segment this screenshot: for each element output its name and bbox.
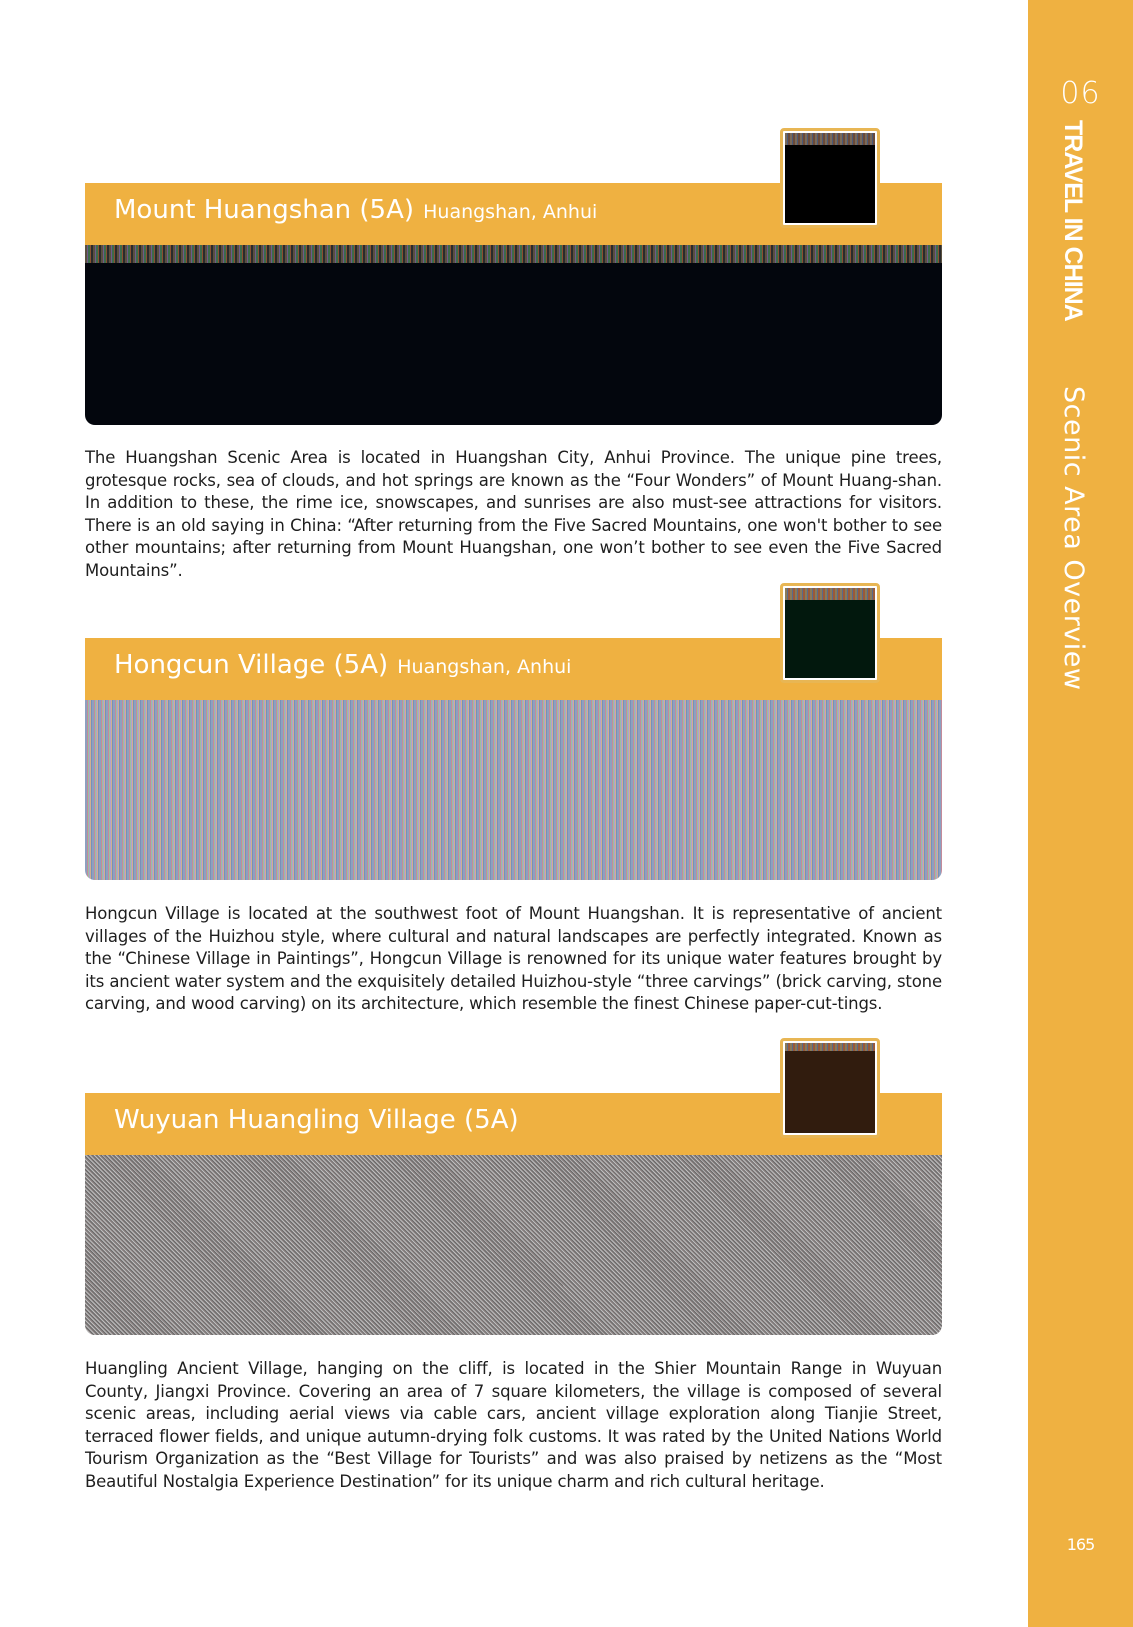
entry-description: Hongcun Village is located at the southwest foot of Mount Huangshan. It is representative of ancient villages of the Huizhou style, where cultural and natural landscapes are perfectly integrated. Known as the “Chinese Village in Paintings”, Hongcun Village is renowned for its unique water features brought by its ancient water system and the exquisitely detailed Huizhou-style “three carvings” (brick carving, stone carving, and wood carving) on its architecture, which resemble the finest Chinese paper-cut-tings. bbox=[85, 904, 942, 1014]
entry-title: Mount Huangshan (5A) bbox=[114, 195, 415, 225]
entry-photo bbox=[85, 700, 942, 880]
entry-heading bbox=[114, 195, 597, 225]
entry-description: The Huangshan Scenic Area is located in Huangshan City, Anhui Province. The unique pine trees, grotesque rocks, sea of clouds, and hot springs are known as the “Four Wonders” of Mount Huang-shan. In addition to these, the rime ice, snowscapes, and sunrises are also must-see attractions for visitors. There is an old saying in China: “After returning from the Five Sacred Mountains, one won't bother to see other mountains; after returning from Mount Huangshan, one won’t bother to see even the Five Sacred Mountains”. bbox=[85, 448, 942, 580]
vertical-heading bbox=[1058, 120, 1089, 690]
entry-thumbnail bbox=[780, 128, 880, 228]
chapter-sidebar bbox=[1028, 0, 1133, 1627]
section-title: TRAVEL IN CHINA bbox=[1059, 120, 1087, 321]
thumbnail-image bbox=[785, 588, 875, 678]
entry-location: Huangshan, Anhui bbox=[423, 201, 598, 223]
entry-wuyuan-huangling-village bbox=[85, 1038, 942, 1498]
chapter-number: 06 bbox=[1060, 76, 1101, 111]
entry-mount-huangshan bbox=[85, 128, 942, 588]
entry-description: Huangling Ancient Village, hanging on the cliff, is located in the Shier Mountain Range in Wuyuan County, Jiangxi Province. Covering an area of 7 square kilometers, the village is composed of several scenic areas, including aerial views via cable cars, ancient village exploration along Tianjie Street, terraced flower fields, and unique autumn-drying folk customs. It was rated by the United Nations World Tourism Organization as the “Best Village for Tourists” and was also praised by netizens as the “Most Beautiful Nostalgia Experience Destination” for its unique charm and rich cultural heritage. bbox=[85, 1359, 942, 1491]
entry-heading bbox=[114, 1105, 523, 1135]
entry-photo bbox=[85, 245, 942, 425]
entry-thumbnail bbox=[780, 1038, 880, 1138]
entry-hongcun-village bbox=[85, 583, 942, 1043]
page-number: 165 bbox=[1066, 1535, 1095, 1554]
entry-title: Wuyuan Huangling Village (5A) bbox=[114, 1105, 519, 1135]
entry-location: Huangshan, Anhui bbox=[397, 656, 572, 678]
entry-photo bbox=[85, 1155, 942, 1335]
thumbnail-image bbox=[785, 1043, 875, 1133]
thumbnail-image bbox=[785, 133, 875, 223]
entry-title: Hongcun Village (5A) bbox=[114, 650, 389, 680]
section-subtitle: Scenic Area Overview bbox=[1058, 385, 1089, 691]
entry-heading bbox=[114, 650, 571, 680]
entry-thumbnail bbox=[780, 583, 880, 683]
